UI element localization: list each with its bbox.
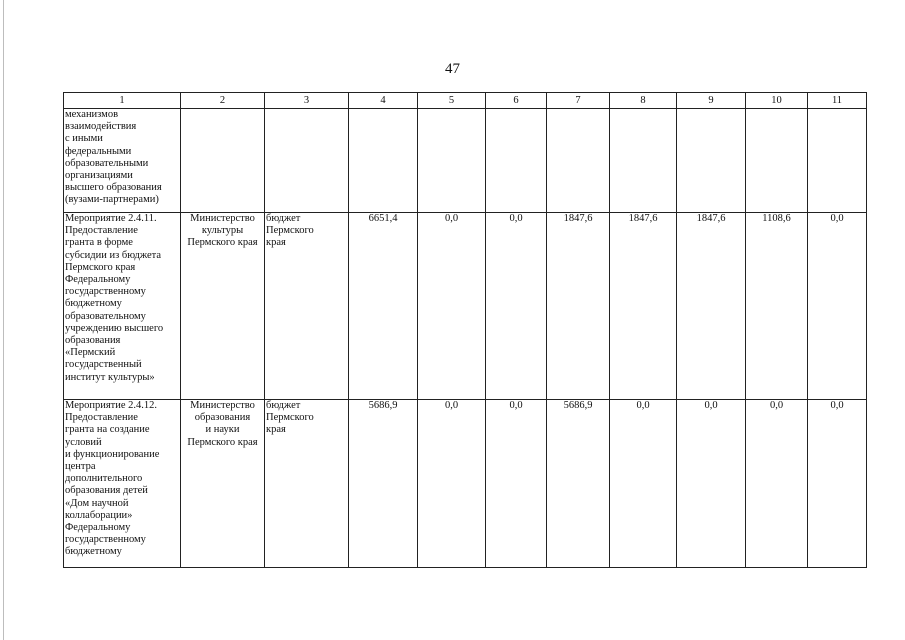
activity-name-cell: Мероприятие 2.4.11. Предоставление гранта в форме субсидии из бюджета Пермского края Федеральному государственному бюджетному образовательному учреждению высшего образования «Пермский государственный институт культуры» (64, 213, 181, 400)
funding-source-cell: бюджет Пермского края (265, 213, 349, 400)
value-cell-col10: 0,0 (746, 400, 808, 568)
value-cell-col7: 1847,6 (547, 213, 610, 400)
value-cell-col6: 0,0 (486, 213, 547, 400)
executor-cell: Министерство образования и науки Пермского края (181, 400, 265, 568)
column-header-11: 11 (808, 93, 867, 109)
column-header-10: 10 (746, 93, 808, 109)
value-cell-col5: 0,0 (418, 400, 486, 568)
value-cell-col7: 5686,9 (547, 400, 610, 568)
column-header-9: 9 (677, 93, 746, 109)
value-cell-col10: 1108,6 (746, 213, 808, 400)
column-header-7: 7 (547, 93, 610, 109)
value-cell-col7 (547, 109, 610, 213)
table-row (64, 109, 867, 213)
value-cell-col8: 0,0 (610, 400, 677, 568)
value-cell-col11: 0,0 (808, 400, 867, 568)
column-header-2: 2 (181, 93, 265, 109)
column-header-1: 1 (64, 93, 181, 109)
header-row (64, 93, 867, 109)
value-cell-col9: 1847,6 (677, 213, 746, 400)
value-cell-col6 (486, 109, 547, 213)
value-cell-col6: 0,0 (486, 400, 547, 568)
funding-source-cell (265, 109, 349, 213)
scan-edge-line (3, 0, 4, 640)
value-cell-col9: 0,0 (677, 400, 746, 568)
value-cell-col8: 1847,6 (610, 213, 677, 400)
table-row (64, 213, 867, 400)
value-cell-col11: 0,0 (808, 213, 867, 400)
value-cell-col8 (610, 109, 677, 213)
value-cell-col11 (808, 109, 867, 213)
budget-table (63, 92, 867, 568)
column-header-3: 3 (265, 93, 349, 109)
column-header-4: 4 (349, 93, 418, 109)
value-cell-col10 (746, 109, 808, 213)
funding-source-cell: бюджет Пермского края (265, 400, 349, 568)
table-row (64, 400, 867, 568)
value-cell-col5 (418, 109, 486, 213)
column-header-5: 5 (418, 93, 486, 109)
value-cell-col4 (349, 109, 418, 213)
column-header-8: 8 (610, 93, 677, 109)
page-number: 47 (445, 61, 460, 77)
value-cell-col4: 6651,4 (349, 213, 418, 400)
value-cell-col9 (677, 109, 746, 213)
value-cell-col5: 0,0 (418, 213, 486, 400)
activity-name-cell: Мероприятие 2.4.12. Предоставление гранта на создание условий и функционирование центра дополнительного образования детей «Дом научной коллаборации» Федеральному государственному бюджетному (64, 400, 181, 568)
value-cell-col4: 5686,9 (349, 400, 418, 568)
executor-cell (181, 109, 265, 213)
executor-cell: Министерство культуры Пермского края (181, 213, 265, 400)
column-header-6: 6 (486, 93, 547, 109)
activity-name-cell: механизмов взаимодействия с иными федеральными образовательными организациями высшего образования (вузами-партнерами) (64, 109, 181, 213)
